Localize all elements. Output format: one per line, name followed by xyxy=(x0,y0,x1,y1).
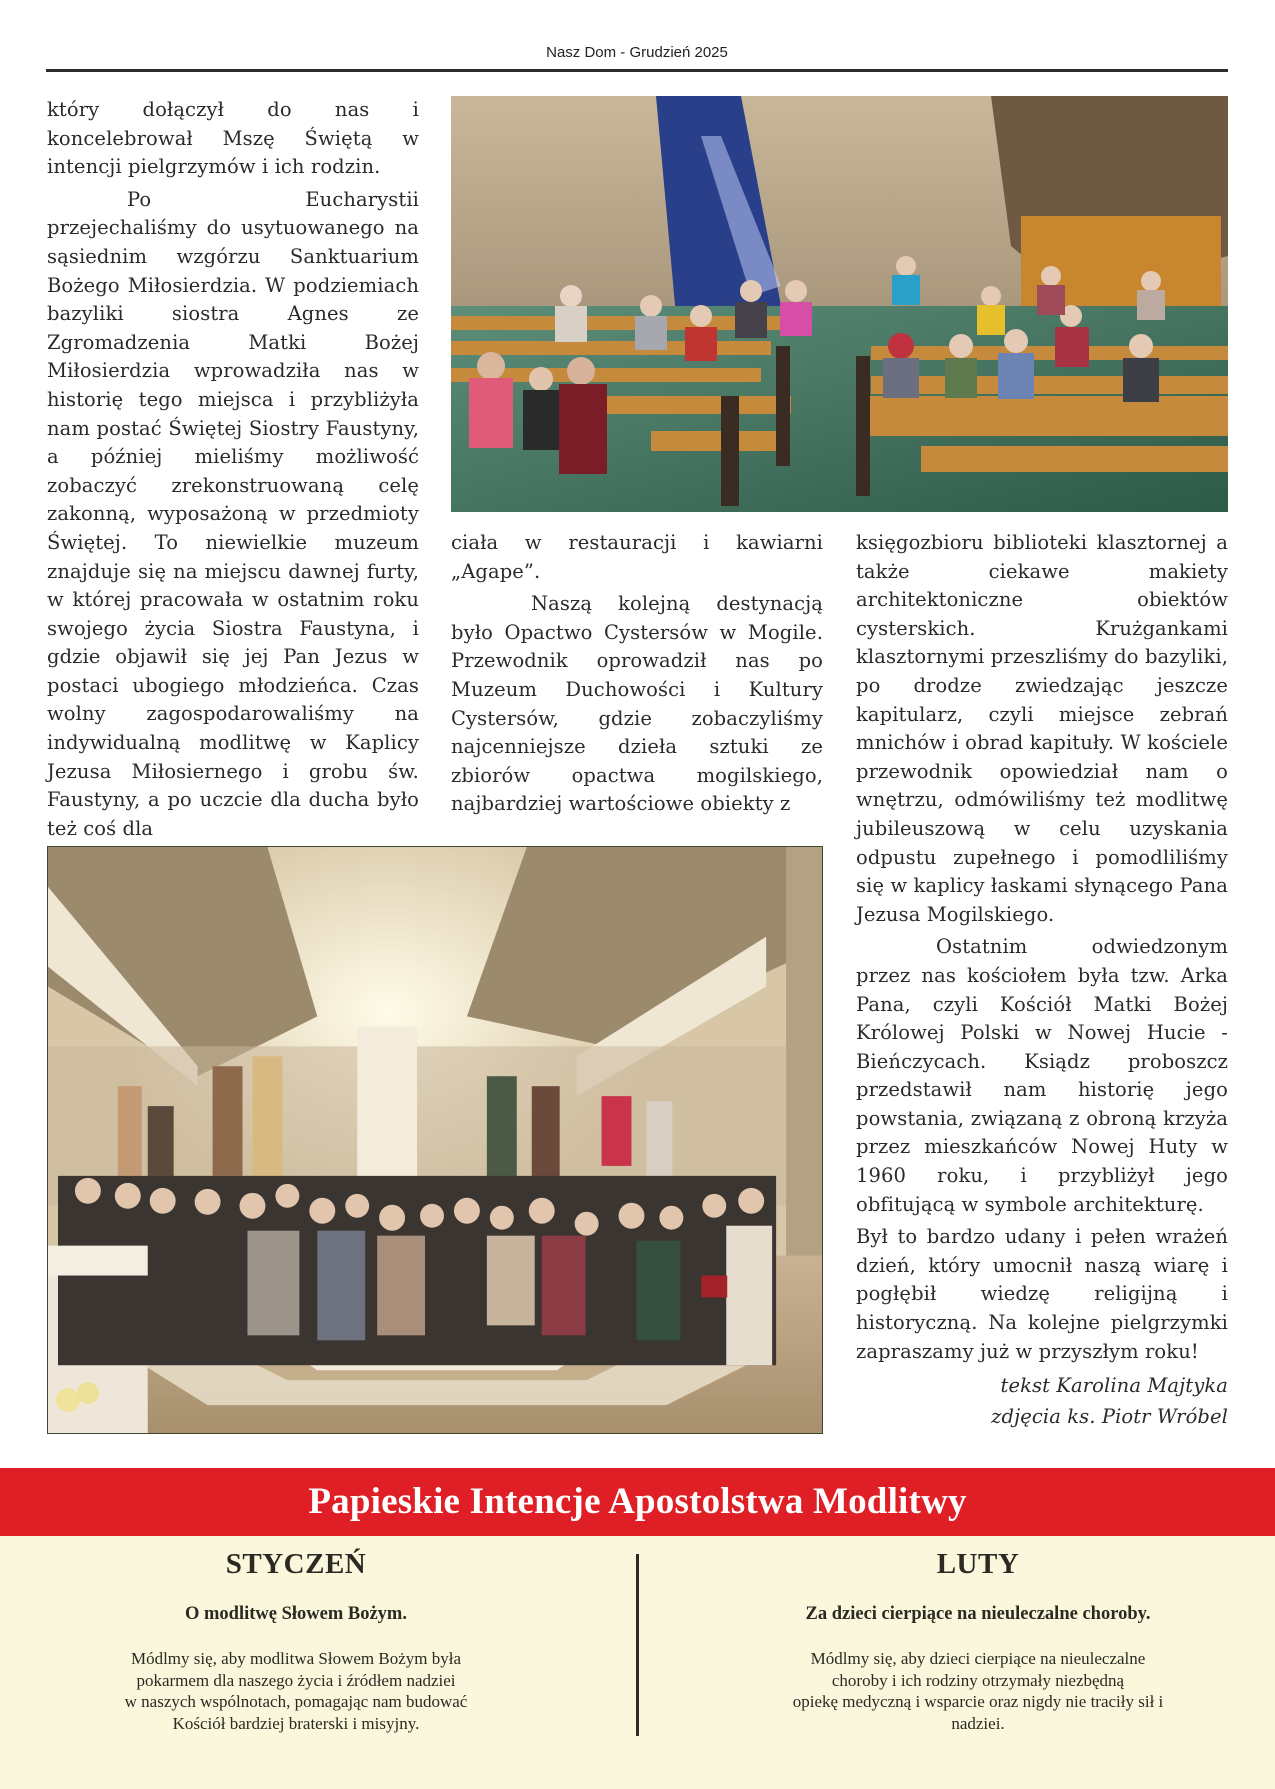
photo-group-chapel-image xyxy=(48,847,822,1433)
intention-line: w naszych wspólnotach, pomagając nam budować xyxy=(124,1692,468,1711)
photo-author: zdjęcia ks. Piotr Wróbel xyxy=(991,1405,1228,1429)
page-header: Nasz Dom - Grudzień 2025 xyxy=(546,44,728,61)
intention-line: nadziei. xyxy=(951,1713,1005,1733)
photo-church-pews xyxy=(451,96,1228,512)
article-column-3 xyxy=(856,529,1228,1432)
text-author: tekst Karolina Majtyka xyxy=(1000,1374,1228,1398)
intention-line: opiekę medyczną i wsparcie oraz nigdy nie traciły sił i xyxy=(792,1692,1164,1711)
intention-line: Kościół bardziej braterski i misyjny. xyxy=(172,1713,420,1733)
intention-line: Módlmy się, aby dzieci cierpiące na nieuleczalne xyxy=(810,1649,1146,1668)
month-name: STYCZEŃ xyxy=(225,1548,367,1580)
paragraph: Po Eucharystii przejechaliśmy do usytuowanego na sąsiednim wzgórzu Sanktuarium Bożego Miłosierdzia. W podziemiach bazyliki siostra Agnes ze Zgromadzenia Matki Bożej Miłosierdzia wprowadziła nas w historię tego miejsca i przybliżyła nam postać Świętej Siostry Faustyny, a później mieliśmy możliwość zobaczyć zrekonstruowaną celę zakonną, wyposażoną w przedmioty Świętej. To niewielkie muzeum znajduje się na miejscu dawnej furty, w której pracowała w ostatnim roku swojego życia Siostra Faustyna, i gdzie objawił się jej Pan Jezus w postaci ubogiego młodzieńca. Czas wolny zagospodarowaliśmy na indywidualną modlitwę w Kaplicy Jezusa Miłosiernego i grobu św. Faustyny, a po uczcie dla ducha było też coś dla xyxy=(47,187,419,840)
photo-church-pews-image xyxy=(451,96,1228,512)
intention-line: choroby i ich rodziny otrzymały niezbędną xyxy=(831,1670,1125,1690)
intention-title: Za dzieci cierpiące na nieuleczalne choroby. xyxy=(805,1604,1151,1624)
month-name: LUTY xyxy=(936,1548,1020,1580)
intention-body xyxy=(698,1648,1258,1734)
article-column-2 xyxy=(451,529,823,823)
paragraph: Był to bardzo udany i pełen wrażeń dzień, który umocnił naszą wiarę i pogłębił wiedzę religijną i historyczną. Na kolejne pielgrzymki zapraszamy już w przyszłym roku! xyxy=(856,1225,1228,1363)
intention-line: pokarmem dla naszego życia i źródłem nadziei xyxy=(136,1670,456,1690)
header-rule xyxy=(46,69,1228,72)
paragraph: Naszą kolejną destynacją było Opactwo Cystersów w Mogile. Przewodnik oprowadził nas po Muzeum Duchowości i Kultury Cystersów, gdzie zobaczyliśmy najcenniejsze dzieła sztuki ze zbiorów opactwa mogilskiego, najbardziej wartościowe obiekty z xyxy=(451,592,823,816)
intention-body xyxy=(16,1648,576,1734)
credits xyxy=(856,1370,1228,1432)
paragraph: księgozbioru biblioteki klasztornej a także ciekawe makiety architektoniczne obiektów cysterskich. Krużgankami klasztornymi przeszliśmy do bazyliki, po drodze zwiedzając jeszcze kapitularz, czyli miejsce zebrań mnichów i obrad kapituły. W kościele przewodnik opowiedział nam o wnętrzu, odmówiliśmy też modlitwę jubileuszową w celu uzyskania odpustu zupełnego i pomodliliśmy się w kaplicy łaskami słynącego Pana Jezusa Mogilskiego. xyxy=(856,531,1228,926)
intentions-divider xyxy=(636,1554,639,1736)
paragraph: który dołączył do nas i koncelebrował Mszę Świętą w intencji pielgrzymów i ich rodzin. xyxy=(47,98,419,179)
intention-line: Módlmy się, aby modlitwa Słowem Bożym była xyxy=(130,1649,462,1668)
intention-title: O modlitwę Słowem Bożym. xyxy=(185,1604,407,1624)
paragraph: Ostatnim odwiedzonym przez nas kościołem była tzw. Arka Pana, czyli Kościół Matki Bożej Królowej Polski w Nowej Hucie - Bieńczycach. Ksiądz proboszcz przedstawił nam historię jego powstania, związaną z obroną krzyża przez mieszkańców Nowej Huty w 1960 roku, i przybliżył jego obfitującą w symbole architekturę. xyxy=(856,935,1228,1216)
intentions-banner: Papieskie Intencje Apostolstwa Modlitwy xyxy=(0,1468,1275,1536)
photo-group-chapel xyxy=(47,846,823,1434)
article-column-1 xyxy=(47,96,419,847)
paragraph: ciała w restauracji i kawiarni „Agape”. xyxy=(451,531,823,583)
